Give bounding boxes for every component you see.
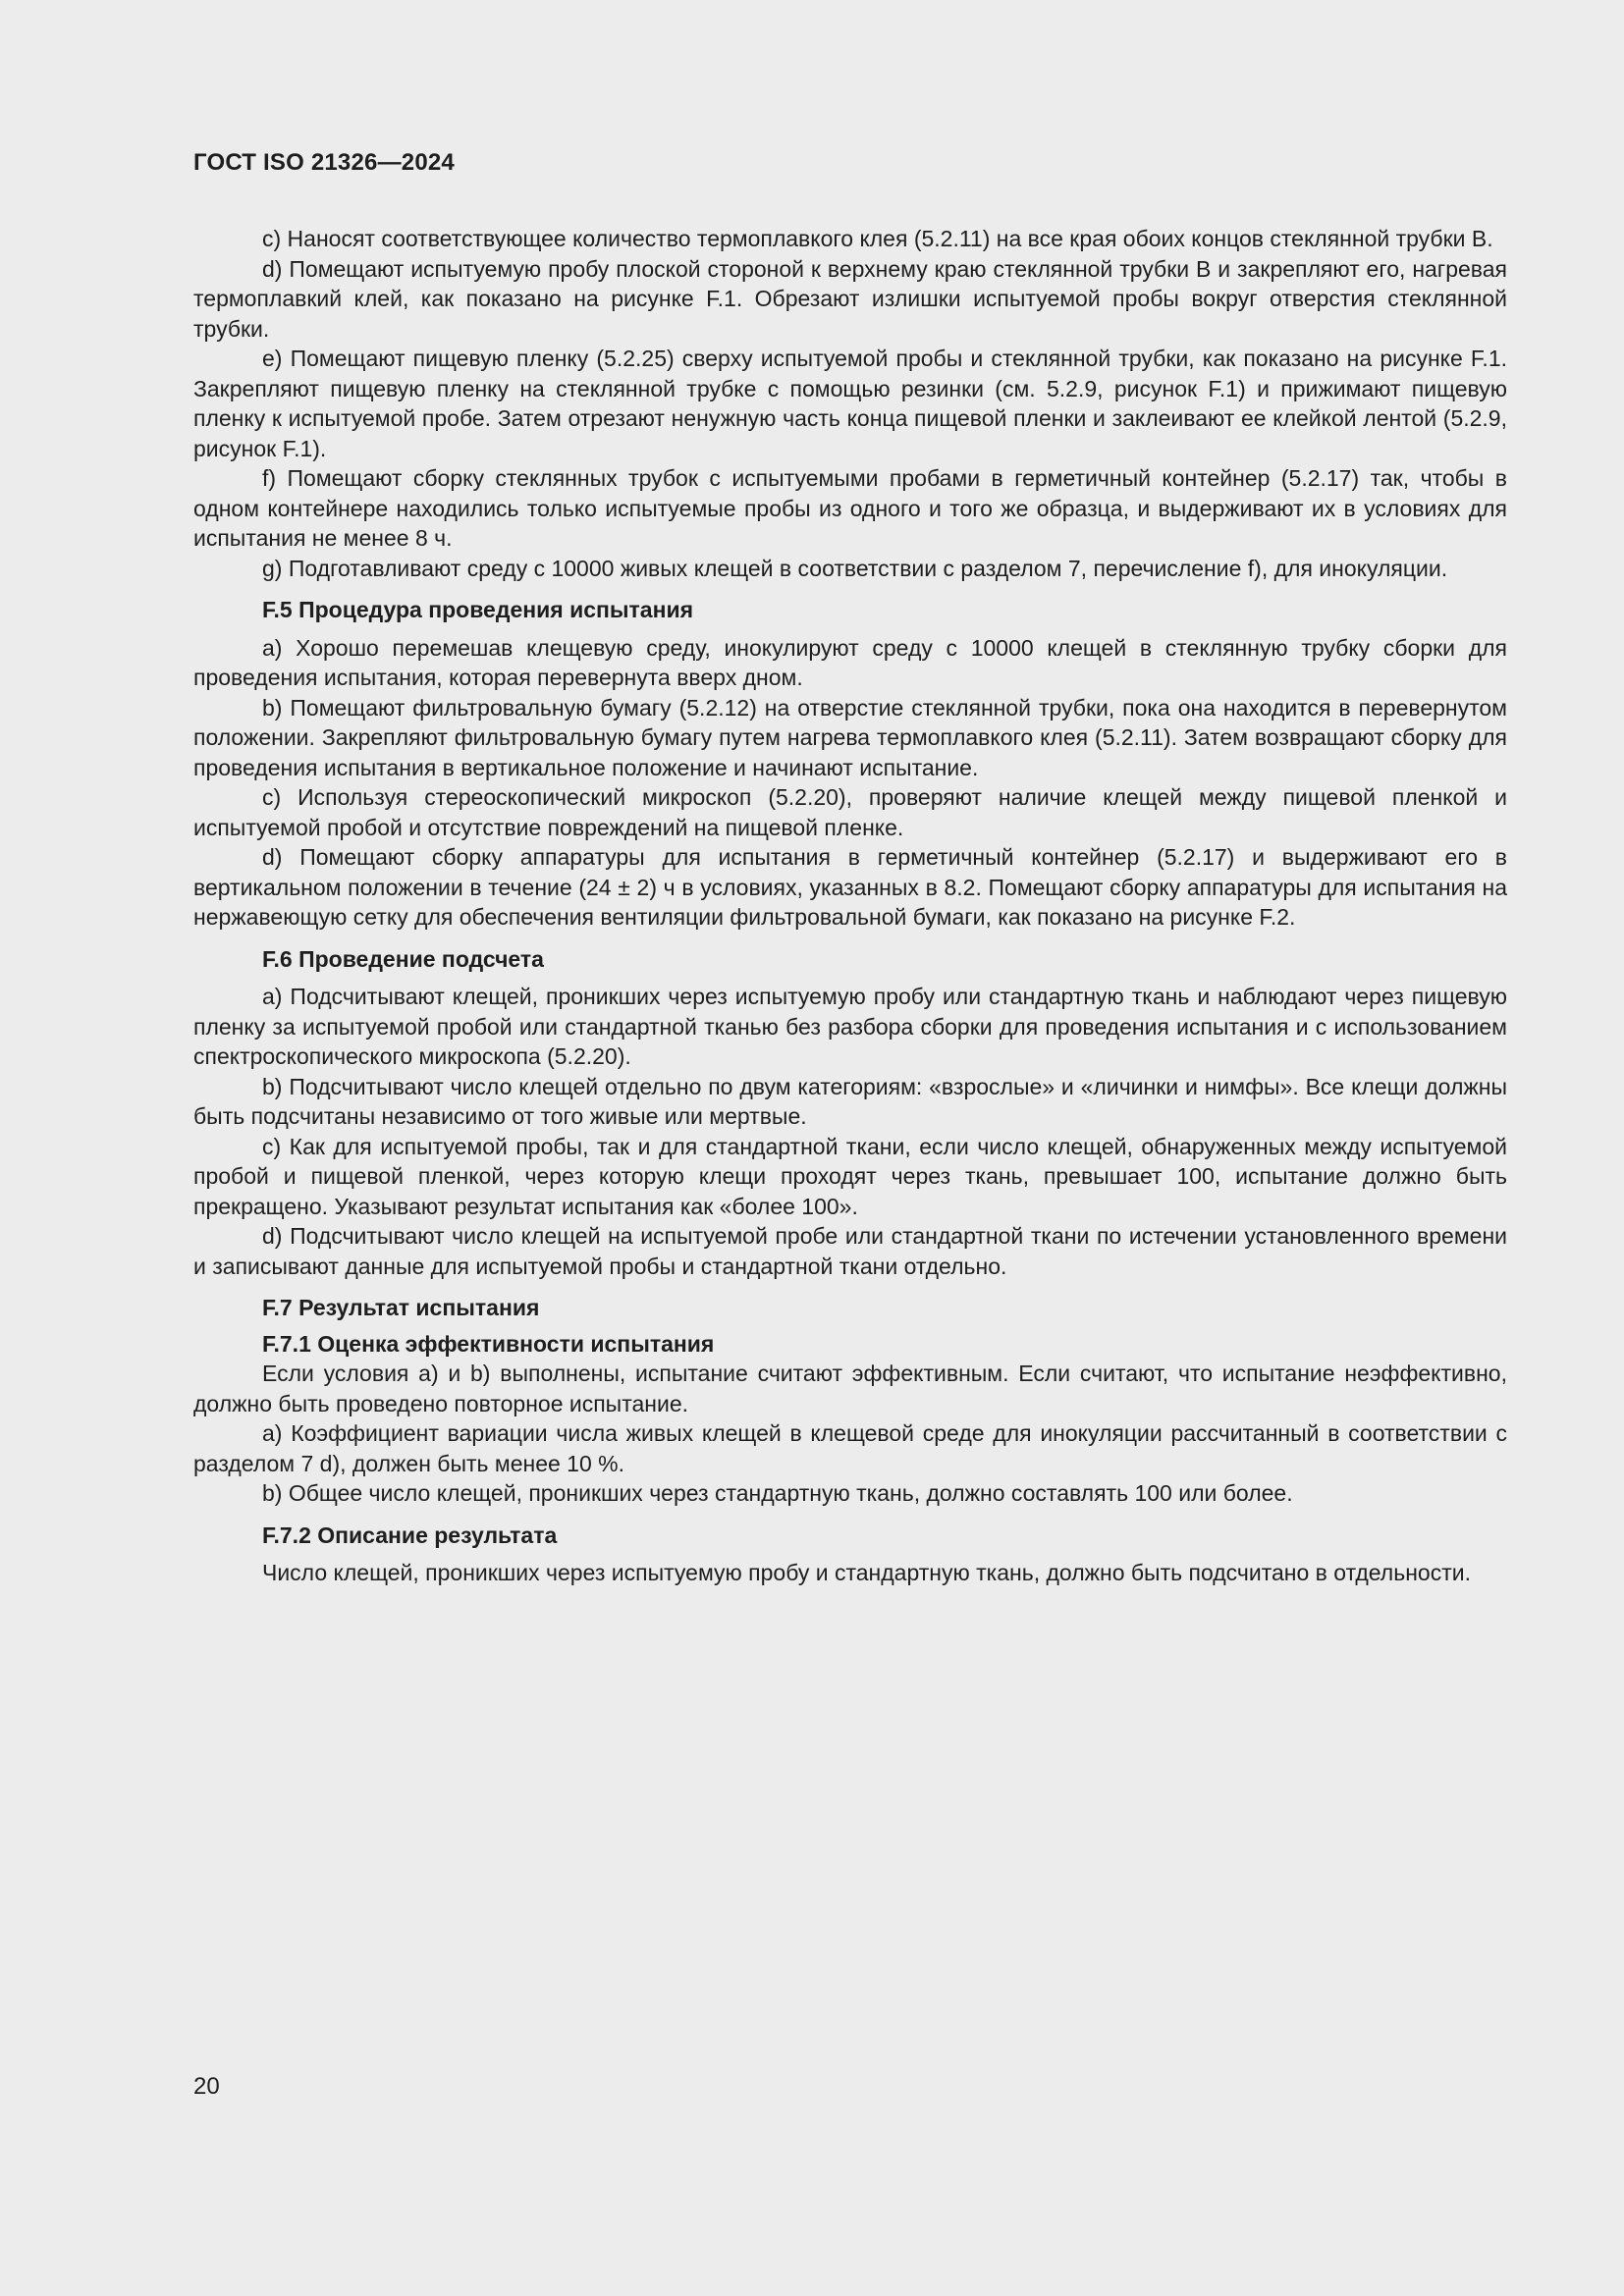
f7-2-text: Число клещей, проникших через испытуемую пробу и стандартную ткань, должно быть подсчитано в отдельности.: [262, 1560, 1471, 1585]
f5-item-c: c) Используя стереоскопический микроскоп (5.2.20), проверяют наличие клещей между пищевой пленкой и испытуемой пробой и отсутствие повреждений на пищевой пленке.: [193, 784, 1507, 840]
list-item-e: e) Помещают пищевую пленку (5.2.25) сверху испытуемой пробы и стеклянной трубки, как показано на рисунке F.1. Закрепляют пищевую пленку на стеклянной трубке с помощью резинки (см. 5.2.9, рисунок F.1) и прижимают пищевую пленку к испытуемой пробе. Затем отрезают ненужную часть конца пищевой пленки и заклеивают ее клейкой лентой (5.2.9, рисунок F.1).: [193, 346, 1507, 461]
list-item-d: d) Помещают испытуемую пробу плоской стороной к верхнему краю стеклянной трубки B и закрепляют его, нагревая термоплавкий клей, как показано на рисунке F.1. Обрезают излишки испытуемой пробы вокруг отверстия стеклянной трубки.: [193, 255, 1507, 342]
f7-1-item-b: b) Общее число клещей, проникших через стандартную ткань, должно составлять 100 или более.: [262, 1480, 1293, 1506]
list-item-f: f) Помещают сборку стеклянных трубок с испытуемыми пробами в герметичный контейнер (5.2.17) так, чтобы в одном контейнере находились только испытуемые пробы из одного и того же образца, и выдерживают их в условиях для испытания не менее 8 ч.: [193, 465, 1507, 551]
section-heading-f6: F.6 Проведение подсчета: [262, 945, 544, 972]
f6-item-d: d) Подсчитывают число клещей на испытуемой пробе или стандартной ткани по истечении установленного времени и записывают данные для испытуемой пробы и стандартной ткани отдельно.: [193, 1223, 1507, 1279]
subsection-heading-f7-2: F.7.2 Описание результата: [262, 1522, 558, 1548]
section-heading-f5: F.5 Процедура проведения испытания: [262, 597, 694, 622]
page-content: [193, 224, 1507, 1588]
document-header: ГОСТ ISO 21326—2024: [193, 149, 455, 176]
subsection-heading-f7-1: F.7.1 Оценка эффективности испытания: [262, 1330, 715, 1357]
list-item-g: g) Подготавливают среду с 10000 живых клещей в соответствии с разделом 7, перечисление f), для инокуляции.: [262, 555, 1448, 581]
section-heading-f7: F.7 Результат испытания: [262, 1295, 540, 1320]
f5-item-a: a) Хорошо перемешав клещевую среду, инокулируют среду с 10000 клещей в стеклянную трубку сборки для проведения испытания, которая перевернута вверх дном.: [193, 634, 1507, 690]
list-item-c: c) Наносят соответствующее количество термоплавкого клея (5.2.11) на все края обоих концов стеклянной трубки B.: [262, 226, 1493, 251]
f5-item-b: b) Помещают фильтровальную бумагу (5.2.12) на отверстие стеклянной трубки, пока она находится в перевернутом положении. Закрепляют фильтровальную бумагу путем нагрева термоплавкого клея (5.2.11). Затем возвращают сборку для проведения испытания в вертикальное положение и начинают испытание.: [193, 694, 1507, 780]
page-number: 20: [193, 2073, 220, 2100]
f6-item-a: a) Подсчитывают клещей, проникших через испытуемую пробу или стандартную ткань и наблюдают через пищевую пленку за испытуемой пробой или стандартной тканью без разбора сборки для проведения испытания и с использованием спектроскопического микроскопа (5.2.20).: [193, 984, 1507, 1069]
f6-item-c: c) Как для испытуемой пробы, так и для стандартной ткани, если число клещей, обнаруженных между испытуемой пробой и пищевой пленкой, через которую клещи проходят через ткань, превышает 100, испытание должно быть прекращено. Указывают результат испытания как «более 100».: [193, 1133, 1507, 1219]
f5-item-d: d) Помещают сборку аппаратуры для испытания в герметичный контейнер (5.2.17) и выдерживают его в вертикальном положении в течение (24 ± 2) ч в условиях, указанных в 8.2. Помещают сборку аппаратуры для испытания на нержавеющую сетку для обеспечения вентиляции фильтровальной бумаги, как показано на рисунке F.2.: [193, 844, 1507, 930]
f7-1-item-a: a) Коэффициент вариации числа живых клещей в клещевой среде для инокуляции рассчитанный в соответствии с разделом 7 d), должен быть менее 10 %.: [193, 1420, 1507, 1476]
f6-item-b: b) Подсчитывают число клещей отдельно по двум категориям: «взрослые» и «личинки и нимфы». Все клещи должны быть подсчитаны независимо от того живые или мертвые.: [193, 1073, 1507, 1129]
f7-1-intro: Если условия a) и b) выполнены, испытание считают эффективным. Если считают, что испытание неэффективно, должно быть проведено повторное испытание.: [193, 1361, 1507, 1416]
